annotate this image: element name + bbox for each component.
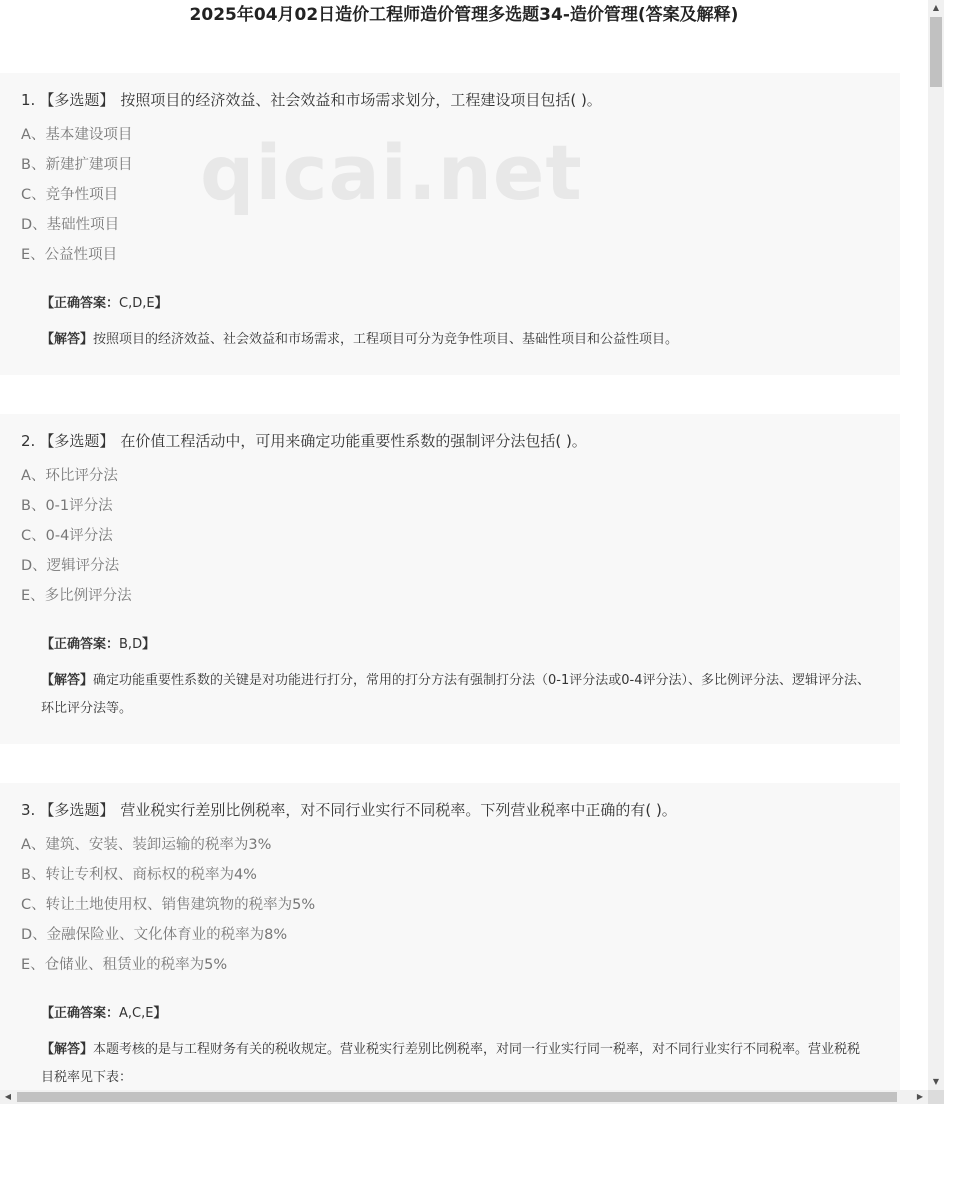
watermark: qicai.net [200,128,583,217]
question-stem [21,800,677,820]
option-a: A、建筑、安装、装卸运输的税率为3% [21,837,272,853]
option-e: E、多比例评分法 [21,588,132,604]
question-text: 营业税实行差别比例税率，对不同行业实行不同税率。下列营业税率中正确的有( )。 [120,801,677,819]
answer-value: C,D,E [119,296,155,311]
answer-label: 【正确答案： [41,637,120,652]
scroll-up-arrow-icon[interactable]: ▲ [932,3,940,12]
option-e: E、公益性项目 [21,247,118,263]
correct-answer [41,1004,166,1024]
option-a: A、基本建设项目 [21,127,133,143]
answer-value: A,C,E [119,1006,154,1021]
question-card-1 [0,73,900,375]
question-stem [21,431,587,451]
option-b: B、新建扩建项目 [21,157,133,173]
option-d: D、基础性项目 [21,217,120,233]
analysis [41,326,871,354]
answer-label: 【正确答案： [41,1006,120,1021]
question-text: 在价值工程活动中，可用来确定功能重要性系数的强制评分法包括( )。 [120,432,587,450]
option-c: C、转让土地使用权、销售建筑物的税率为5% [21,897,316,913]
question-card-3 [0,783,900,1090]
analysis-label: 【解答】 [41,673,94,688]
question-number: 1. [21,91,36,109]
analysis-label: 【解答】 [41,1042,94,1057]
scroll-left-arrow-icon[interactable]: ◀ [4,1092,12,1101]
answer-close: 】 [142,637,156,652]
answer-label: 【正确答案： [41,296,120,311]
analysis-text: 本题考核的是与工程财务有关的税收规定。营业税实行差别比例税率，对同一行业实行同一税率，对不同行业实行不同税率。营业税税目税率见下表： [41,1042,861,1085]
page-title: 2025年04月02日造价工程师造价管理多选题34-造价管理(答案及解释) [189,5,739,25]
correct-answer [41,635,155,655]
scrollbar-corner [928,1090,944,1104]
question-number: 3. [21,801,36,819]
analysis-text: 确定功能重要性系数的关键是对功能进行打分，常用的打分方法有强制打分法（0-1评分法或0-4评分法）、多比例评分法、逻辑评分法、环比评分法等。 [41,673,870,716]
option-e: E、仓储业、租赁业的税率为5% [21,957,228,973]
correct-answer [41,294,168,314]
analysis [41,1036,871,1090]
question-number: 2. [21,432,36,450]
scroll-right-arrow-icon[interactable]: ▶ [916,1092,924,1101]
option-c: C、竞争性项目 [21,187,119,203]
analysis-label: 【解答】 [41,332,94,347]
question-type: 【多选题】 [39,432,115,450]
question-card-2 [0,414,900,744]
option-d: D、金融保险业、文化体育业的税率为8% [21,927,288,943]
question-type: 【多选题】 [39,801,115,819]
option-b: B、转让专利权、商标权的税率为4% [21,867,257,883]
answer-value: B,D [119,637,143,652]
analysis-text: 按照项目的经济效益、社会效益和市场需求，工程项目可分为竞争性项目、基础性项目和公益性项目。 [93,332,679,347]
question-stem [21,90,602,110]
scroll-down-arrow-icon[interactable]: ▼ [932,1077,940,1086]
horizontal-scrollbar-thumb[interactable] [17,1092,897,1102]
analysis [41,667,871,723]
horizontal-scrollbar[interactable] [0,1090,928,1104]
question-type: 【多选题】 [39,91,115,109]
option-d: D、逻辑评分法 [21,558,120,574]
option-b: B、0-1评分法 [21,498,113,514]
option-c: C、0-4评分法 [21,528,113,544]
answer-close: 】 [153,1006,167,1021]
option-a: A、环比评分法 [21,468,118,484]
answer-close: 】 [154,296,168,311]
vertical-scrollbar[interactable] [928,0,944,1090]
vertical-scrollbar-thumb[interactable] [930,17,942,87]
question-text: 按照项目的经济效益、社会效益和市场需求划分，工程建设项目包括( )。 [120,91,602,109]
